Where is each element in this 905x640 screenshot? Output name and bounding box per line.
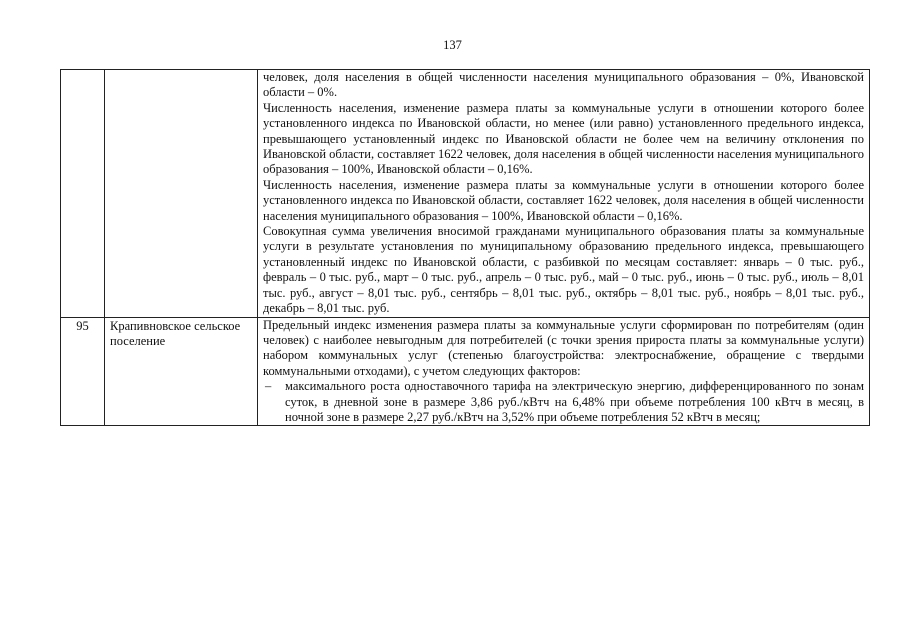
page-number: 137 (443, 38, 462, 52)
municipality-name-cell: Крапивновское сельское поселение (105, 317, 258, 426)
municipal-table (60, 69, 870, 426)
row-number-cell: 95 (61, 317, 105, 426)
paragraph: человек, доля населения в общей численности населения муниципального образования – 0%, Ивановской области – 0%. (263, 70, 864, 100)
table-row (61, 70, 870, 318)
paragraph: Численность населения, изменение размера платы за коммунальные услуги в отношении которого более установленного индекса по Ивановской области, составляет 1622 человек, доля населения в общей численности населения муниципального образования – 100%, Ивановской области – 0,16%. (263, 177, 864, 223)
bullet-item (263, 379, 864, 425)
municipality-name-cell (105, 70, 258, 318)
paragraph: Совокупная сумма увеличения вносимой гражданами муниципального образования платы за коммунальные услуги в результате установления по муниципальному образованию предельного индекса, превышающего установленный индекс по Ивановской области, с разбивкой по месяцам составляет: январь – 0 тыс. руб., февраль – 0 тыс. руб., март – 0 тыс. руб., апрель – 0 тыс. руб., май – 0 тыс. руб., июнь – 0 тыс. руб., июль – 8,01 тыс. руб., август – 8,01 тыс. руб., сентябрь – 8,01 тыс. руб., октябрь – 8,01 тыс. руб., ноябрь – 8,01 тыс. руб., декабрь – 8,01 тыс. руб. (263, 224, 864, 316)
paragraph: Численность населения, изменение размера платы за коммунальные услуги в отношении которого более установленного индекса по Ивановской области, но менее (или равно) установленного предельного индекса, превышающего установленный индекс по Ивановской области не более чем на величину отклонения по Ивановской области, составляет 1622 человек, доля населения в общей численности населения муниципального образования – 100%, Ивановской области – 0,16%. (263, 100, 864, 177)
paragraph: Предельный индекс изменения размера платы за коммунальные услуги сформирован по потребителям (один человек) с наиболее невыгодным для потребителей (с точки зрения прироста платы за коммунальные услуги) набором коммунальных услуг (степенью благоустройства: электроснабжение, обращение с твердыми коммунальными отходами), с учетом следующих факторов: (263, 317, 864, 378)
bullet-text: максимального роста одноставочного тарифа на электрическую энергию, дифференцированного по зонам суток, в дневной зоне в размере 3,86 руб./кВтч на 6,48% при объеме потребления 100 кВтч в месяц, в ночной зоне в размере 2,27 руб./кВтч на 3,52% при объеме потребления 52 кВтч в месяц; (285, 379, 864, 424)
table-row (61, 317, 870, 426)
row-number-cell (61, 70, 105, 318)
dash-marker: – (265, 379, 272, 394)
description-cell (258, 70, 870, 318)
description-cell (258, 317, 870, 426)
